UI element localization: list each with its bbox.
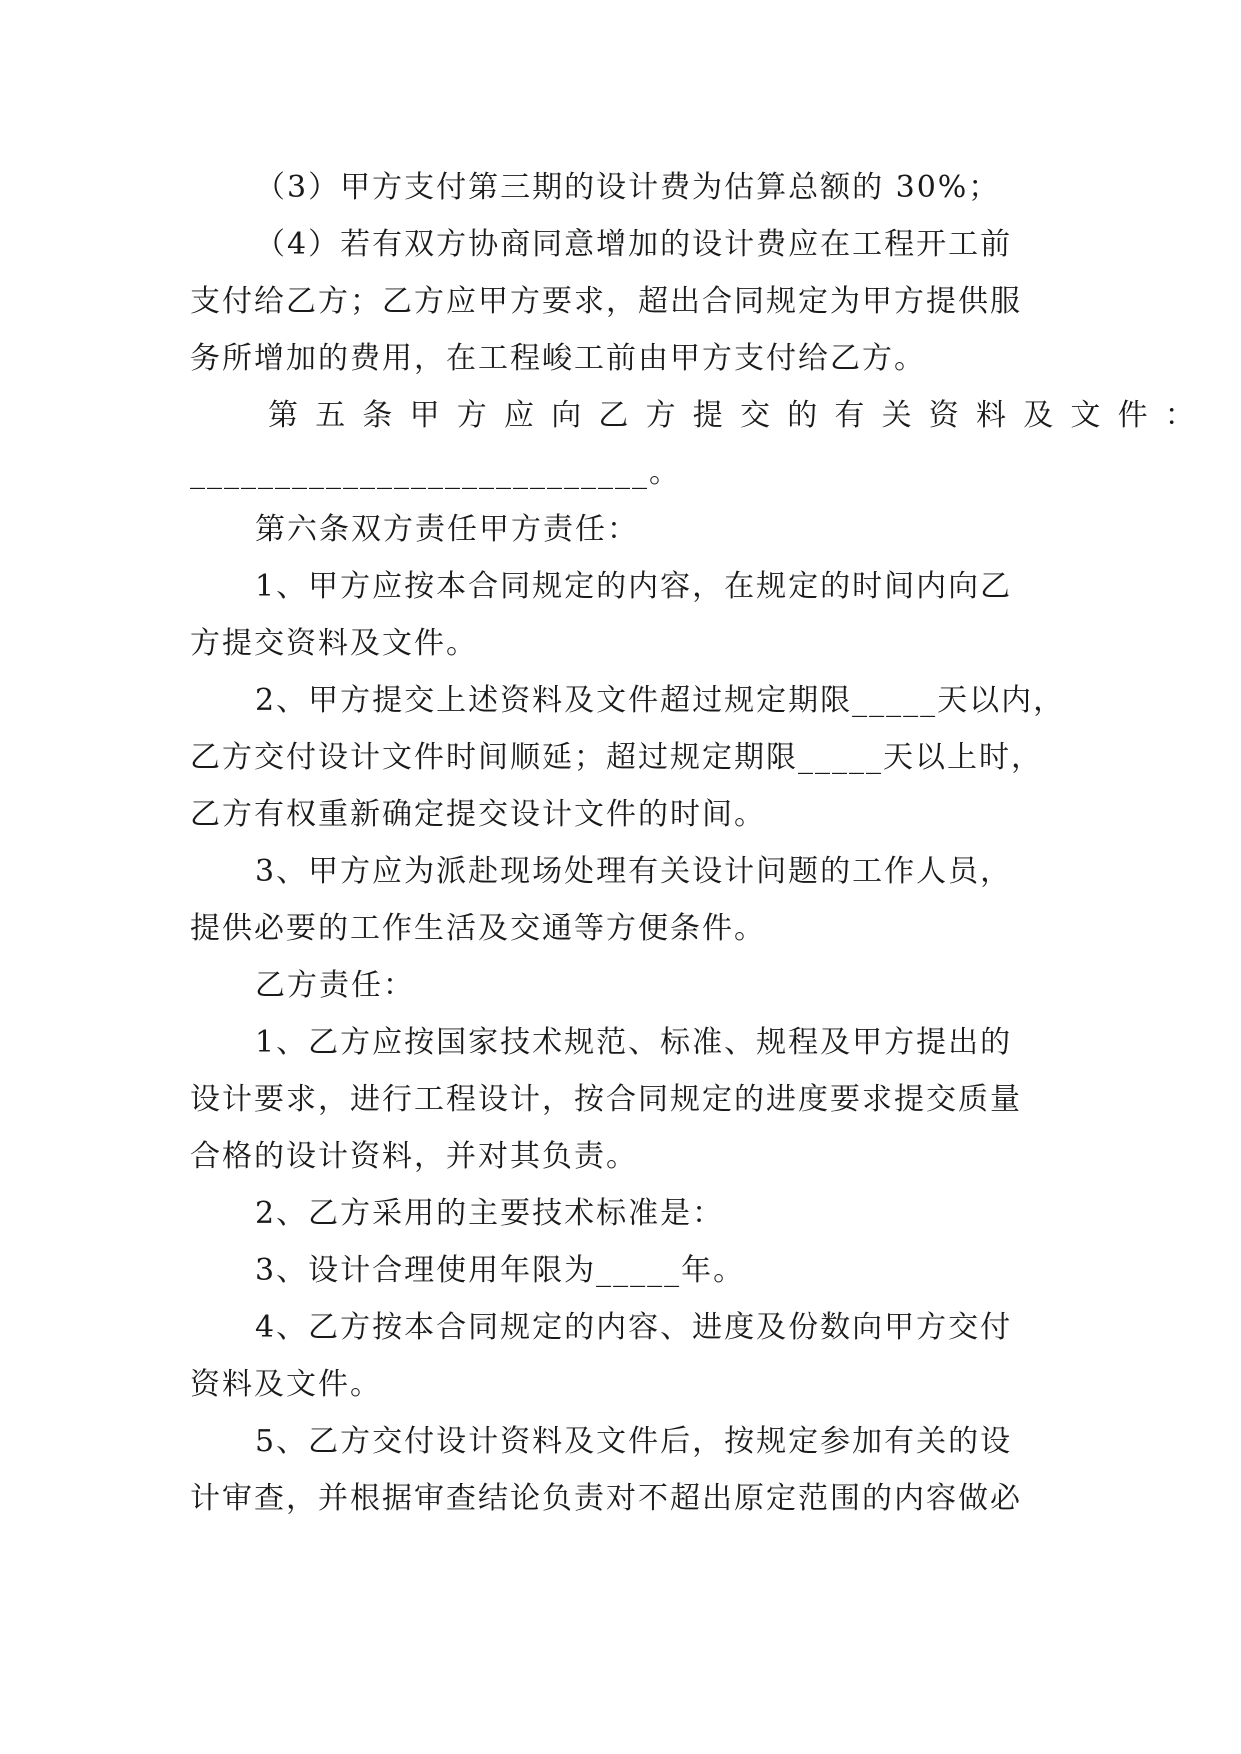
party-b-heading: 乙方责任： xyxy=(255,968,415,1003)
party-a-item-1-line-2: 方提交资料及文件。 xyxy=(190,626,478,661)
party-b-item-3: 3、设计合理使用年限为_____年。 xyxy=(255,1253,746,1288)
party-b-item-2: 2、乙方采用的主要技术标准是： xyxy=(255,1196,725,1231)
party-a-item-3-line-1: 3、甲方应为派赴现场处理有关设计问题的工作人员， xyxy=(255,854,1013,889)
party-b-item-1-line-1: 1、乙方应按国家技术规范、标准、规程及甲方提出的 xyxy=(255,1025,1013,1060)
party-b-item-5-line-2: 计审查，并根据审查结论负责对不超出原定范围的内容做必 xyxy=(190,1481,1022,1516)
party-b-item-4-line-2: 资料及文件。 xyxy=(190,1367,382,1402)
clause-4-3: （3）甲方支付第三期的设计费为估算总额的 30%； xyxy=(255,170,1001,205)
article-5-blank: ___________________________。 xyxy=(190,455,681,490)
clause-4-4-line-3: 务所增加的费用，在工程峻工前由甲方支付给乙方。 xyxy=(190,341,926,376)
party-a-item-3-line-2: 提供必要的工作生活及交通等方便条件。 xyxy=(190,911,766,946)
clause-4-4-line-2: 支付给乙方；乙方应甲方要求，超出合同规定为甲方提供服 xyxy=(190,284,1022,319)
party-b-item-1-line-2: 设计要求，进行工程设计，按合同规定的进度要求提交质量 xyxy=(190,1082,1022,1117)
party-a-item-1-line-1: 1、甲方应按本合同规定的内容，在规定的时间内向乙 xyxy=(255,569,1013,604)
party-a-item-2-line-2: 乙方交付设计文件时间顺延；超过规定期限_____天以上时， xyxy=(190,740,1043,775)
clause-4-4-line-1: （4）若有双方协商同意增加的设计费应在工程开工前 xyxy=(255,227,1013,262)
article-5-heading: 第五条甲方应向乙方提交的有关资料及文件： xyxy=(268,398,1212,433)
article-6-heading: 第六条双方责任甲方责任： xyxy=(255,512,639,547)
party-a-item-2-line-1: 2、甲方提交上述资料及文件超过规定期限_____天以内， xyxy=(255,683,1066,718)
party-b-item-1-line-3: 合格的设计资料，并对其负责。 xyxy=(190,1139,638,1174)
party-a-item-2-line-3: 乙方有权重新确定提交设计文件的时间。 xyxy=(190,797,766,832)
party-b-item-4-line-1: 4、乙方按本合同规定的内容、进度及份数向甲方交付 xyxy=(255,1310,1013,1345)
party-b-item-5-line-1: 5、乙方交付设计资料及文件后，按规定参加有关的设 xyxy=(255,1424,1013,1459)
